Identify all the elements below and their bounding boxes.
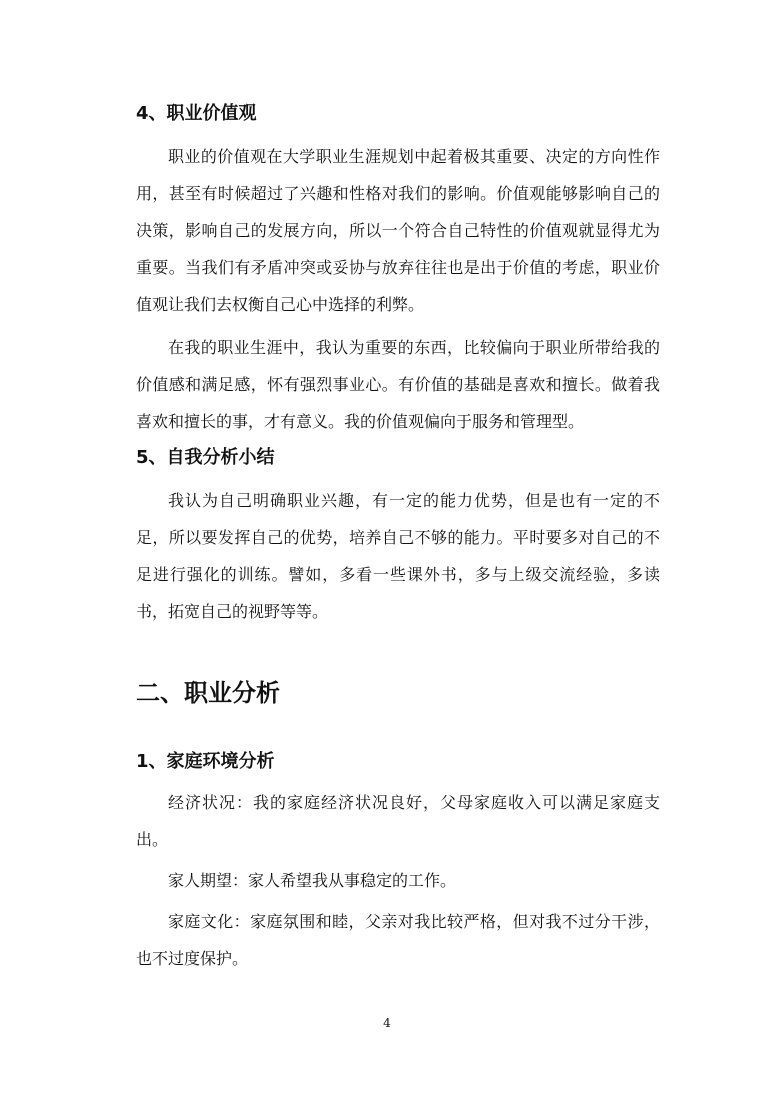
paragraph-family-economic-status: 经济状况：我的家庭经济状况良好，父母家庭收入可以满足家庭支出。: [136, 793, 660, 849]
paragraph-family-expectations: 家人期望：家人希望我从事稳定的工作。: [168, 871, 457, 890]
chapter-heading-career-analysis: 二、职业分析: [136, 679, 280, 707]
page-number: 4: [383, 1016, 391, 1030]
page-content: [136, 100, 660, 977]
paragraph-career-values-2: 在我的职业生涯中，我认为重要的东西，比较偏向于职业所带给我的价值感和满足感，怀有强烈事业心。有价值的基础是喜欢和擅长。做着我喜欢和擅长的事，才有意义。我的价值观偏向于服务和管理型。: [136, 338, 660, 431]
section-heading-self-analysis-summary: 5、自我分析小结: [136, 447, 275, 468]
section-heading-career-values: 4、职业价值观: [136, 103, 257, 124]
section-heading-family-environment: 1、家庭环境分析: [136, 751, 275, 772]
paragraph-career-values-1: 职业的价值观在大学职业生涯规划中起着极其重要、决定的方向性作用，甚至有时候超过了兴趣和性格对我们的影响。价值观能够影响自己的决策，影响自己的发展方向，所以一个符合自己特性的价值观就显得尤为重要。当我们有矛盾冲突或妥协与放弃往往也是出于价值的考虑，职业价值观让我们去权衡自己心中选择的利弊。: [136, 147, 660, 314]
paragraph-family-culture: 家庭文化：家庭氛围和睦，父亲对我比较严格，但对我不过分干涉，也不过度保护。: [136, 912, 660, 968]
paragraph-self-analysis-summary: 我认为自己明确职业兴趣，有一定的能力优势，但是也有一定的不足，所以要发挥自己的优势，培养自己不够的能力。平时要多对自己的不足进行强化的训练。譬如，多看一些课外书，多与上级交流经验，多读书，拓宽自己的视野等等。: [136, 491, 660, 621]
